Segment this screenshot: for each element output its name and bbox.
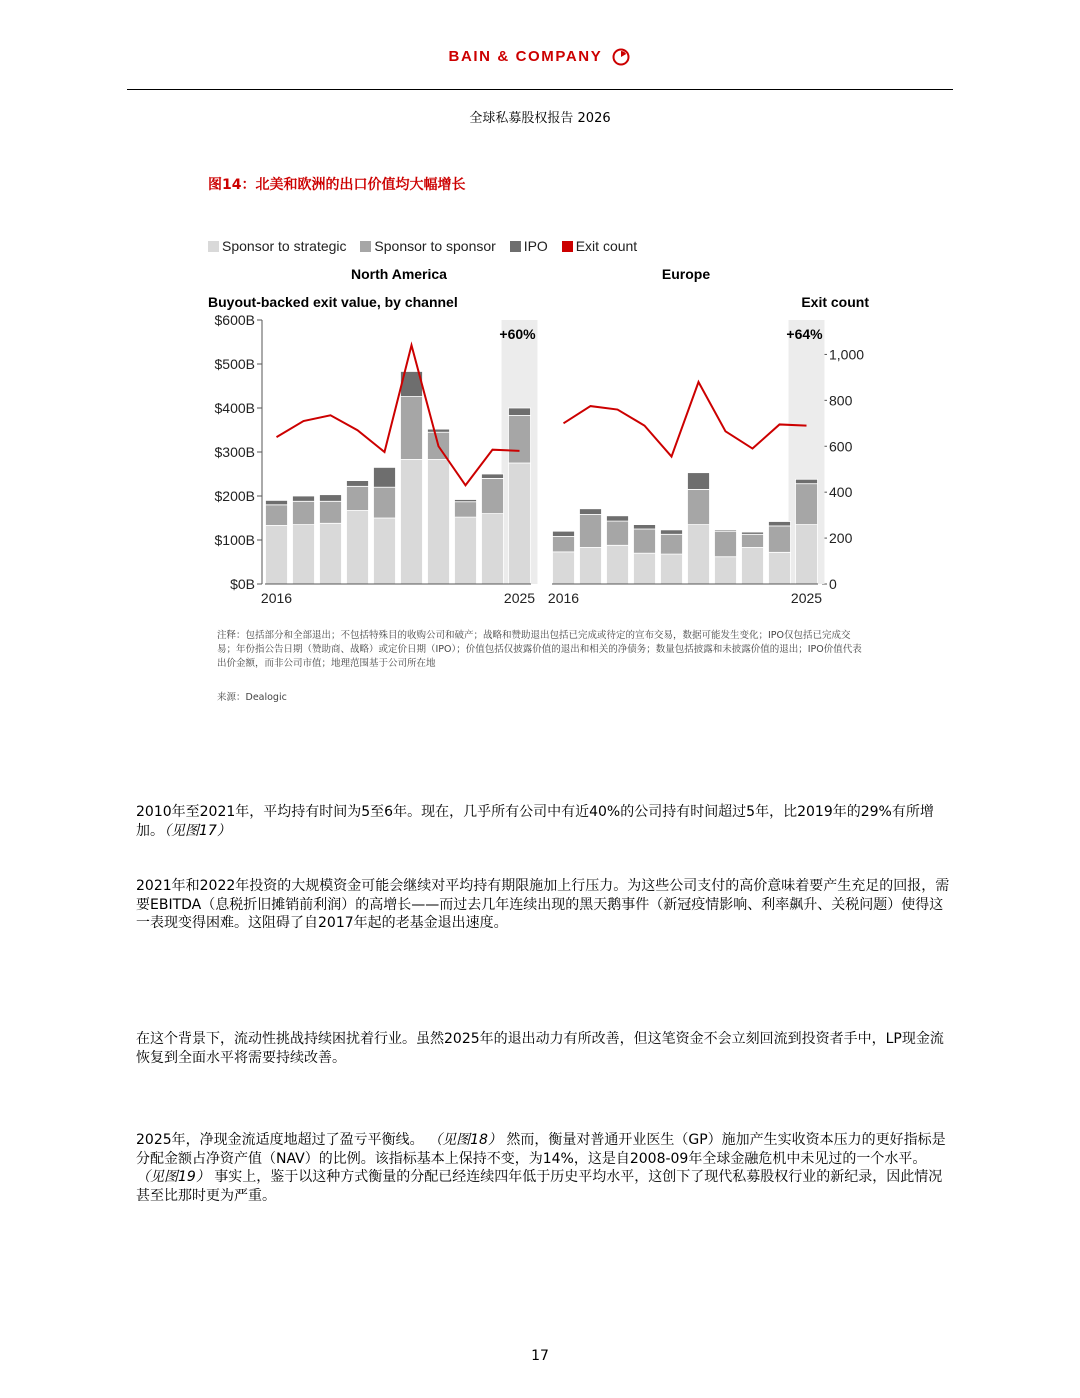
- logo-text: BAIN & COMPANY: [448, 48, 603, 65]
- bar-segment: [742, 532, 764, 534]
- legend-item: [510, 238, 548, 254]
- bar-segment: [374, 518, 396, 584]
- bar-segment: [482, 478, 504, 513]
- legend-label: Exit count: [575, 238, 638, 254]
- bar-segment: [661, 530, 683, 534]
- bar-segment: [428, 429, 450, 432]
- bar-segment: [320, 523, 342, 584]
- bar-segment: [266, 500, 288, 504]
- bar-segment: [374, 467, 396, 487]
- legend-swatch: [562, 241, 573, 252]
- bar-segment: [715, 531, 737, 557]
- bar-segment: [607, 521, 629, 545]
- bar-segment: [374, 487, 396, 518]
- paragraph-holding-pressure: [136, 877, 951, 933]
- growth-label: +64%: [786, 326, 823, 342]
- bar-segment: [742, 534, 764, 547]
- bar-segment: [580, 547, 602, 584]
- y-tick-label: $300B: [214, 444, 255, 460]
- bar-segment: [769, 522, 791, 526]
- bar-segment: [688, 489, 710, 524]
- y-tick-label: $400B: [214, 400, 255, 416]
- paragraph-text: 2025年，净现金流适度地超过了盈亏平衡线。: [136, 1132, 424, 1148]
- paragraph-text: 事实上，鉴于以这种方式衡量的分配已经连续四年低于历史平均水平，这创下了现代私募股权行业的新纪录，因此情况甚至比那时更为严重。: [136, 1169, 943, 1204]
- legend-swatch: [510, 241, 521, 252]
- bar-segment: [634, 553, 656, 584]
- bar-segment: [742, 547, 764, 584]
- bar-segment: [509, 408, 531, 415]
- bar-segment: [266, 505, 288, 526]
- x-tick-label: 2025: [790, 590, 823, 606]
- legend-label: Sponsor to strategic: [222, 238, 347, 254]
- bar-segment: [796, 479, 818, 483]
- bar-segment: [661, 554, 683, 584]
- growth-label: +60%: [499, 326, 536, 342]
- bar-segment: [482, 474, 504, 478]
- legend-swatch: [360, 241, 371, 252]
- bar-segment: [688, 525, 710, 584]
- bar-segment: [715, 530, 737, 531]
- bar-segment: [347, 511, 369, 584]
- bar-segment: [509, 415, 531, 463]
- header-rule: [127, 89, 953, 90]
- y2-tick-label: 400: [829, 484, 853, 501]
- paragraph-text: 2010年至2021年，平均持有时间为5至6年。现在，几乎所有公司中有近40%的公司持有时间超过5年，比2019年的29%有所增加。: [136, 804, 934, 839]
- exit-value-chart: [200, 260, 880, 610]
- bar-segment: [293, 496, 315, 501]
- legend-swatch: [208, 241, 219, 252]
- bar-segment: [688, 473, 710, 490]
- bar-segment: [347, 486, 369, 510]
- bar-segment: [455, 500, 477, 502]
- figure-ref-link[interactable]: （见图18）: [428, 1132, 502, 1148]
- bar-segment: [553, 531, 575, 536]
- bar-segment: [796, 484, 818, 525]
- bar-segment: [607, 545, 629, 584]
- bar-segment: [509, 463, 531, 584]
- y2-axis-title: Exit count: [801, 294, 869, 310]
- x-tick-label: 2025: [503, 590, 536, 606]
- bar-segment: [580, 509, 602, 515]
- figure-ref-link[interactable]: （见图19）: [136, 1169, 210, 1185]
- paragraph-holding-period: [136, 803, 951, 840]
- brand-logo: [0, 46, 1080, 67]
- bar-segment: [266, 525, 288, 584]
- chart-legend: [208, 238, 647, 254]
- bar-segment: [347, 481, 369, 487]
- bar-segment: [482, 514, 504, 584]
- compass-logo-icon: [611, 47, 631, 67]
- bar-segment: [769, 552, 791, 584]
- panel-title-north-america: North America: [351, 266, 447, 282]
- y2-tick-label: 0: [829, 576, 837, 592]
- exit-count-line: [564, 382, 807, 457]
- bar-segment: [455, 502, 477, 517]
- y2-tick-label: 200: [829, 530, 853, 547]
- bar-segment: [634, 525, 656, 529]
- bar-segment: [769, 526, 791, 552]
- bar-segment: [796, 525, 818, 584]
- legend-item: [208, 238, 347, 254]
- figure-note: 注释：包括部分和全部退出；不包括特殊目的收购公司和破产；战略和赞助退出包括已完成或待定的宣布交易，数据可能发生变化；IPO仅包括已完成交易；年份指公告日期（赞助商、战略）或定价日期（IPO）；价值包括仅披露价值的退出和相关的净债务；数量包括披露和未披露价值的退出；IPO价值代表出价金额，而非公司市值；地理范围基于公司所在地: [217, 630, 862, 669]
- y-tick-label: $600B: [214, 312, 255, 328]
- x-tick-label: 2016: [260, 590, 293, 606]
- legend-label: Sponsor to sponsor: [374, 238, 496, 254]
- x-tick-label: 2016: [547, 590, 580, 606]
- y2-tick-label: 800: [829, 392, 853, 409]
- bar-segment: [401, 459, 423, 584]
- bar-segment: [428, 459, 450, 584]
- bar-segment: [455, 517, 477, 584]
- figure-ref-link[interactable]: （见图17）: [164, 822, 231, 839]
- bar-segment: [553, 536, 575, 551]
- bar-segment: [401, 397, 423, 460]
- report-title: 全球私募股权报告 2026: [469, 111, 611, 126]
- panel-title-europe: Europe: [661, 266, 711, 282]
- bar-segment: [634, 529, 656, 553]
- y-tick-label: $0B: [230, 576, 255, 592]
- paragraph-cash-flow: [136, 1131, 951, 1205]
- y-tick-label: $200B: [214, 488, 255, 504]
- y-tick-label: $500B: [214, 356, 255, 372]
- legend-label: IPO: [523, 238, 548, 254]
- paragraph-liquidity: [136, 1030, 951, 1067]
- legend-item: [562, 238, 637, 254]
- page-number: 17: [531, 1348, 549, 1364]
- bar-segment: [607, 516, 629, 521]
- exit-count-line: [277, 345, 520, 485]
- y-tick-label: $100B: [214, 532, 255, 548]
- y-axis-title: Buyout-backed exit value, by channel: [208, 294, 458, 310]
- paragraph-text: 然而，衡量对普通开业医生（GP）施加产生实收资本压力的更好指标是分配金额占净资产值（NAV）的比例。该指标基本上保持不变，为14%，这是自2008-09年全球金融危机中未见过的一个水平。: [136, 1132, 946, 1167]
- y2-tick-label: 1,000: [829, 346, 865, 363]
- bar-segment: [320, 495, 342, 502]
- paragraph-text: 2021年和2022年投资的大规模资金可能会继续对平均持有期限施加上行压力。为这些公司支付的高价意味着要产生充足的回报，需要EBITDA（息税折旧摊销前利润）的高增长——而过去几年连续出现的黑天鹅事件（新冠疫情影响、利率飙升、关税问题）使得这一表现变得困难。这阻碍了自2017年起的老基金退出速度。: [136, 878, 950, 931]
- figure-source: 来源：Dealogic: [217, 692, 287, 703]
- bar-segment: [293, 501, 315, 524]
- bar-segment: [580, 514, 602, 547]
- bar-segment: [320, 501, 342, 523]
- paragraph-text: 在这个背景下，流动性挑战持续困扰着行业。虽然2025年的退出动力有所改善，但这笔资金不会立刻回流到投资者手中，LP现金流恢复到全面水平将需要持续改善。: [136, 1031, 944, 1066]
- legend-item: [360, 238, 495, 254]
- bar-segment: [715, 557, 737, 584]
- figure-title: 图14：北美和欧洲的出口价值均大幅增长: [208, 177, 466, 193]
- bar-segment: [661, 534, 683, 554]
- bar-segment: [553, 552, 575, 584]
- bar-segment: [293, 525, 315, 584]
- y2-tick-label: 600: [829, 438, 853, 455]
